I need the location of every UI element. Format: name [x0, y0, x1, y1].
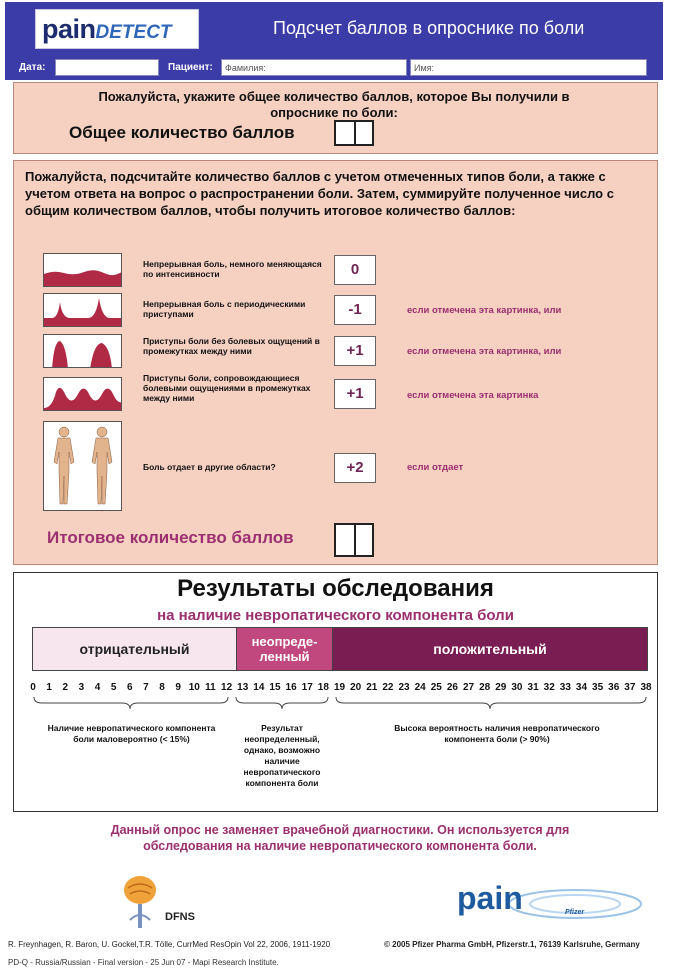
score-tick: 12	[221, 682, 233, 693]
dfns-logo-text: DFNS	[165, 911, 195, 923]
score-tick: 5	[110, 682, 117, 693]
results-title: Результаты обследования	[177, 575, 494, 602]
score-tick: 35	[592, 682, 604, 693]
surname-placeholder: Фамилия:	[225, 63, 266, 73]
score-tick: 27	[462, 682, 475, 693]
score-tick: 10	[188, 682, 200, 693]
header-bar	[5, 2, 663, 56]
body-figures-image	[43, 421, 122, 511]
pain-pattern-attacks-image	[43, 293, 122, 327]
date-field[interactable]	[55, 59, 159, 76]
score-value-box: +1	[334, 336, 376, 366]
score-tick: 26	[446, 682, 458, 693]
final-score-box[interactable]	[334, 523, 374, 557]
negative-label: отрицательный	[79, 640, 190, 657]
pain-logo-text: pain	[457, 880, 523, 916]
negative-interpretation: Наличие невропатического компонента боли маловероятно (< 15%)	[47, 723, 216, 744]
uncertain-label-line1: неопреде-	[251, 634, 318, 649]
score-tick: 28	[479, 682, 491, 693]
score-tick: 19	[333, 682, 346, 693]
score-tick: 16	[285, 682, 297, 693]
positive-label: положительный	[433, 640, 547, 657]
positive-interpretation: Высока вероятность наличия невропатического компонента боли (> 90%)	[394, 723, 600, 744]
patient-info-row	[5, 56, 663, 80]
score-value-box: +2	[334, 453, 376, 483]
score-condition-text: если отмечена эта картинка	[407, 390, 539, 401]
version-text: PD-Q - Russia/Russian - Final version - 25 Jun 07 - Mapi Research Institute.	[8, 958, 279, 967]
name-field[interactable]	[410, 59, 647, 76]
paindetect-logo	[35, 9, 199, 49]
positive-segment	[333, 628, 647, 670]
pain-pattern-attacks-no-pain-image	[43, 334, 122, 368]
score-tick: 29	[495, 682, 507, 693]
score-tick: 33	[559, 682, 571, 693]
score-condition-text: если отмечена эта картинка, или	[407, 305, 562, 316]
score-tick: 11	[205, 682, 216, 693]
score-tick: 13	[237, 682, 249, 693]
score-tick: 22	[382, 682, 394, 693]
score-tick: 17	[301, 682, 313, 693]
score-tick: 2	[62, 682, 69, 693]
score-tick: 15	[269, 682, 281, 693]
total-score-label: Общее количество баллов	[69, 123, 295, 142]
pain-radiation-question: Боль отдает в другие области?	[143, 462, 276, 472]
score-tick: 37	[624, 682, 636, 693]
score-tick: 8	[159, 682, 165, 693]
results-section	[13, 572, 658, 812]
score-tick: 9	[175, 682, 181, 693]
pain-pattern-attacks-with-pain-image	[43, 377, 122, 411]
range-braces	[14, 695, 659, 715]
score-tick: 21	[366, 682, 378, 693]
logo-detect-text: DETECT	[95, 22, 172, 43]
total-score-box[interactable]	[334, 120, 374, 146]
logo-pain-text: pain	[42, 14, 96, 44]
pain-pattern-label: Непрерывная боль, немного меняющаяся по интенсивности	[143, 259, 322, 279]
surname-field[interactable]	[221, 59, 407, 76]
pain-pattern-instructions: Пожалуйста, подсчитайте количество баллов с учетом отмеченных типов боли, а также с учетом ответа на вопрос о распространении боли. Затем, суммируйте полученное число с общим количеством баллов, чтобы получить итоговое количество баллов:	[25, 169, 614, 218]
uncertain-label-line2: ленный	[259, 649, 310, 664]
score-value-box: 0	[334, 255, 376, 285]
score-tick: 38	[640, 682, 652, 693]
pfizer-logo-text: Pfizer	[565, 909, 585, 916]
score-condition-text: если отмечена эта картинка, или	[407, 346, 562, 357]
score-tick: 20	[350, 682, 362, 693]
score-tick: 34	[575, 682, 588, 693]
date-label: Дата:	[19, 62, 46, 73]
pain-pattern-continuous-image	[43, 253, 122, 287]
disclaimer-text: Данный опрос не заменяет врачебной диагностики. Он используется для обследования на наличие невропатического компонента боли.	[110, 823, 570, 853]
negative-segment	[33, 628, 237, 670]
final-score-label: Итоговое количество баллов	[47, 528, 294, 547]
total-score-section	[13, 82, 658, 154]
pain-pattern-section	[13, 160, 658, 565]
score-tick: 25	[430, 682, 442, 693]
score-tick: 4	[94, 682, 101, 693]
results-subtitle: на наличие невропатического компонента боли	[157, 607, 514, 624]
result-scale-bar	[32, 627, 648, 671]
copyright-text: © 2005 Pfizer Pharma GmbH, Pfizerstr.1, 76139 Karlsruhe, Germany	[384, 940, 640, 949]
name-placeholder: Имя:	[414, 63, 435, 73]
pain-pattern-label: Непрерывная боль с периодическими приступами	[143, 299, 306, 319]
uncertain-interpretation: Результат неопределенный, однако, возможно наличие невропатического компонента боли	[243, 723, 321, 788]
score-tick: 6	[127, 682, 133, 693]
score-tick: 31	[527, 682, 539, 693]
score-value-box: +1	[334, 379, 376, 409]
page-title: Подсчет баллов в опроснике по боли	[273, 18, 585, 38]
score-tick: 24	[414, 682, 426, 693]
score-tick: 30	[511, 682, 523, 693]
score-tick: 23	[398, 682, 410, 693]
patient-label: Пациент:	[168, 62, 213, 73]
score-tick: 32	[543, 682, 555, 693]
score-condition-text: если отдает	[407, 462, 464, 473]
score-tick: 1	[46, 682, 52, 693]
uncertain-segment	[237, 628, 333, 670]
score-tick: 0	[30, 682, 36, 693]
score-tick: 18	[317, 682, 329, 693]
pain-pattern-label: Приступы боли без болевых ощущений в промежутках между ними	[143, 336, 320, 356]
score-tick: 7	[143, 682, 149, 693]
pain-pattern-label: Приступы боли, сопровождающиеся болевыми ощущениями в промежутках между ними	[143, 373, 311, 403]
citation-text: R. Freynhagen, R. Baron, U. Gockel,T.R. Tölle, CurrMed ResOpin Vol 22, 2006, 1911-1920	[8, 940, 331, 949]
score-value-box: -1	[334, 295, 376, 325]
total-score-question: Пожалуйста, укажите общее количество баллов, которое Вы получили в опроснике по боли:	[98, 89, 570, 120]
score-tick: 14	[253, 682, 265, 693]
score-tick: 3	[78, 682, 85, 693]
score-tick: 36	[608, 682, 620, 693]
